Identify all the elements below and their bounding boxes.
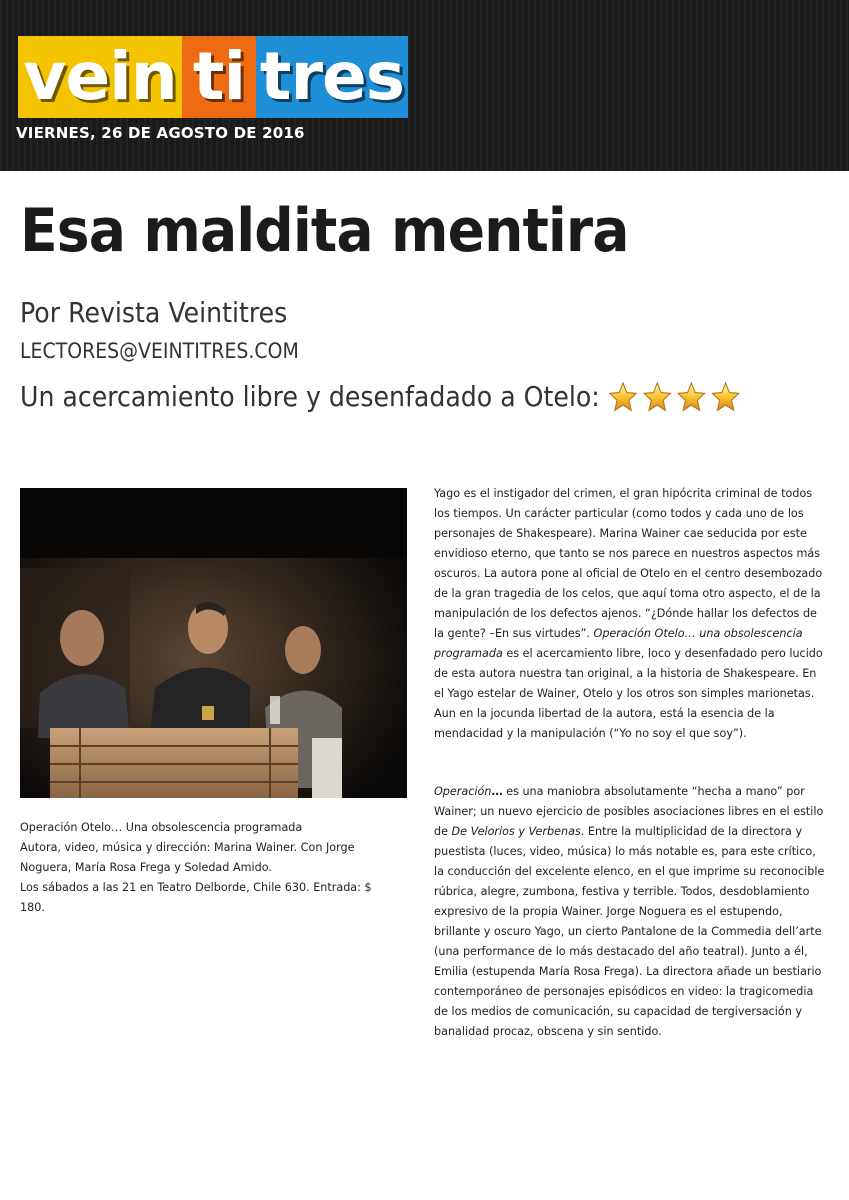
star-icon xyxy=(711,381,740,413)
play-title: De Velorios y Verbenas xyxy=(451,825,581,838)
article-subtitle xyxy=(20,380,740,413)
logo-segment-vein: vein xyxy=(18,36,182,118)
play-title: Operación Otelo… una obsolescencia programada xyxy=(434,627,803,660)
stage-scene-illustration xyxy=(20,488,407,798)
caption-schedule: Los sábados a las 21 en Teatro Delborde, Chile 630. Entrada: $ 180. xyxy=(20,881,372,914)
star-icon xyxy=(643,381,672,413)
masthead xyxy=(0,0,849,171)
article-byline: Por Revista Veintitres xyxy=(20,296,288,329)
logo-segment-tres: tres xyxy=(256,36,408,118)
stage-photo xyxy=(20,488,407,798)
star-icon xyxy=(677,381,706,413)
article-headline: Esa maldita mentira xyxy=(20,196,629,266)
paragraph xyxy=(434,782,826,1042)
logo-segment-ti: ti xyxy=(182,36,256,118)
photo-caption xyxy=(20,818,400,918)
play-title: Operación xyxy=(434,785,492,798)
rating-stars xyxy=(609,381,740,413)
paragraph-text: Yago es el instigador del crimen, el gran hipócrita criminal de todos los tiempos. Un carácter particular (como todos y cada uno de los personajes de Shakespeare). Marina Wainer cae seducida por este envidioso eterno, que tanto se nos parece en nuestros aspectos más oscuros. La autora pone al oficial de Otelo en el centro desembozado de la gran tragedia de los celos, que aquí toma otro aspecto, el de la manipulación de los defectos ajenos. “¿Dónde hallar los defectos de la gente? –En sus virtudes”. xyxy=(434,487,823,640)
paragraph-text: es una maniobra absolutamente “hecha a mano” por Wainer; un nuevo ejercicio de posibles asociaciones libres en el estilo de xyxy=(434,785,824,838)
article-body xyxy=(434,484,826,1042)
ellipsis: … xyxy=(491,785,503,798)
caption-credits: Autora, video, música y dirección: Marina Wainer. Con Jorge Noguera, María Rosa Frega y Soledad Amido. xyxy=(20,841,355,874)
author-email[interactable]: LECTORES@VEINTITRES.COM xyxy=(20,339,299,363)
star-icon xyxy=(609,381,638,413)
subtitle-text: Un acercamiento libre y desenfadado a Otelo: xyxy=(20,380,600,413)
veintitres-logo[interactable] xyxy=(18,36,408,118)
issue-date: VIERNES, 26 DE AGOSTO DE 2016 xyxy=(16,124,305,142)
paragraph xyxy=(434,484,826,744)
paragraph-text: . Entre la multiplicidad de la directora y puestista (luces, video, música) lo más notable es, para este crítico, la conducción del excelente elenco, en el que imprime su reconocible rúbrica, alegre, zumbona, festiva y terrible. Todos, desdoblamiento expresivo de la propia Wainer. Jorge Noguera es el estupendo, brillante y oscuro Yago, un cierto Pantalone de la Commedia dell’arte (una performance de lo más destacado del año teatral). Junto a él, Emilia (estupenda María Rosa Frega). La directora añade un bestiario contemporáneo de personajes episódicos en video: la tragicomedia de los medios de comunicación, su capacidad de tergiversación y banalidad procaz, obscena y sin sentido. xyxy=(434,825,825,1038)
paragraph-text: es el acercamiento libre, loco y desenfadado pero lucido de esta autora nuestra tan original, a la historia de Shakespeare. En el Yago estelar de Wainer, Otelo y los otros son simples marionetas. Aun en la jocunda libertad de la autora, está la esencia de la mendacidad y la manipulación (“Yo no soy el que soy”). xyxy=(434,647,823,740)
caption-title: Operación Otelo… Una obsolescencia programada xyxy=(20,821,303,834)
